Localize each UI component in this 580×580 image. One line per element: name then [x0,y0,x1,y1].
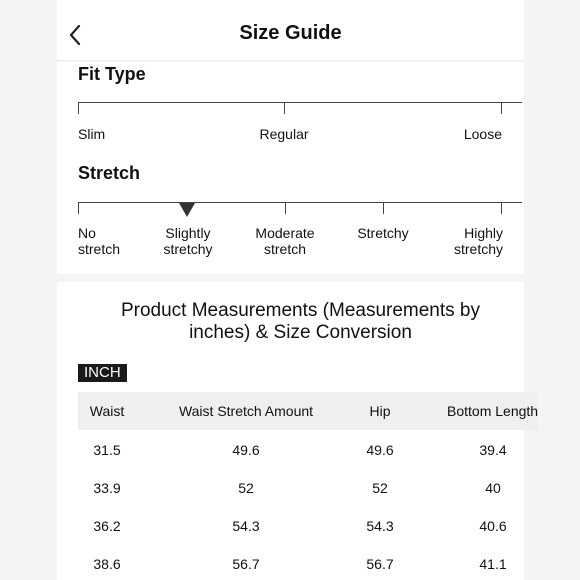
unit-badge[interactable]: INCH [78,364,127,382]
stretch-scale-line [78,202,522,203]
table-cell: 56.7 [366,556,394,572]
fit-type-tick [501,102,502,114]
header-bar [57,0,524,61]
stretch-label-highly: Highly stretchy [453,225,503,257]
fit-type-title: Fit Type [78,64,146,84]
measurements-section [57,282,539,580]
table-cell: 54.3 [232,518,260,534]
stretch-label-slightly: Slightly stretchy [163,225,213,257]
stretch-title: Stretch [78,163,141,183]
table-cell: 36.2 [93,518,121,534]
table-cell: 52 [372,480,388,496]
stretch-label-moderate: Moderate stretch [255,225,315,257]
table-cell: 49.6 [232,442,260,458]
column-header-waist-stretch: Waist Stretch Amount [178,403,314,419]
measurements-title: Product Measurements (Measurements by inches) & Size Conversion [120,300,481,343]
fit-stretch-section [57,62,524,274]
stretch-label-no: No stretch [78,225,121,257]
table-cell: 39.4 [479,442,507,458]
table-cell: 31.5 [93,442,121,458]
stretch-tick [78,202,79,214]
fit-type-label-slim: Slim [78,126,106,142]
fit-type-scale-line [78,102,522,103]
stretch-tick [383,202,384,214]
column-header-hip: Hip [369,403,391,419]
table-cell: 40 [485,480,501,496]
fit-type-tick [284,102,285,114]
selected-stretch-marker-icon [179,203,195,217]
stretch-tick [501,202,502,214]
table-cell: 41.1 [479,556,507,572]
table-cell: 52 [238,480,254,496]
table-cell: 38.6 [93,556,121,572]
table-cell: 56.7 [232,556,260,572]
fit-type-label-loose: Loose [463,126,502,142]
fit-type-tick [78,102,79,114]
table-cell: 40.6 [479,518,507,534]
table-header [78,392,538,430]
column-header-waist: Waist [89,403,125,419]
page-title: Size Guide [239,22,342,44]
stretch-label-stretchy: Stretchy [357,225,409,241]
fit-type-label-regular: Regular [259,126,309,142]
table-cell: 49.6 [366,442,394,458]
column-header-bottom-length: Bottom Length [447,403,539,419]
table-cell: 54.3 [366,518,394,534]
stretch-tick [285,202,286,214]
table-cell: 33.9 [93,480,121,496]
